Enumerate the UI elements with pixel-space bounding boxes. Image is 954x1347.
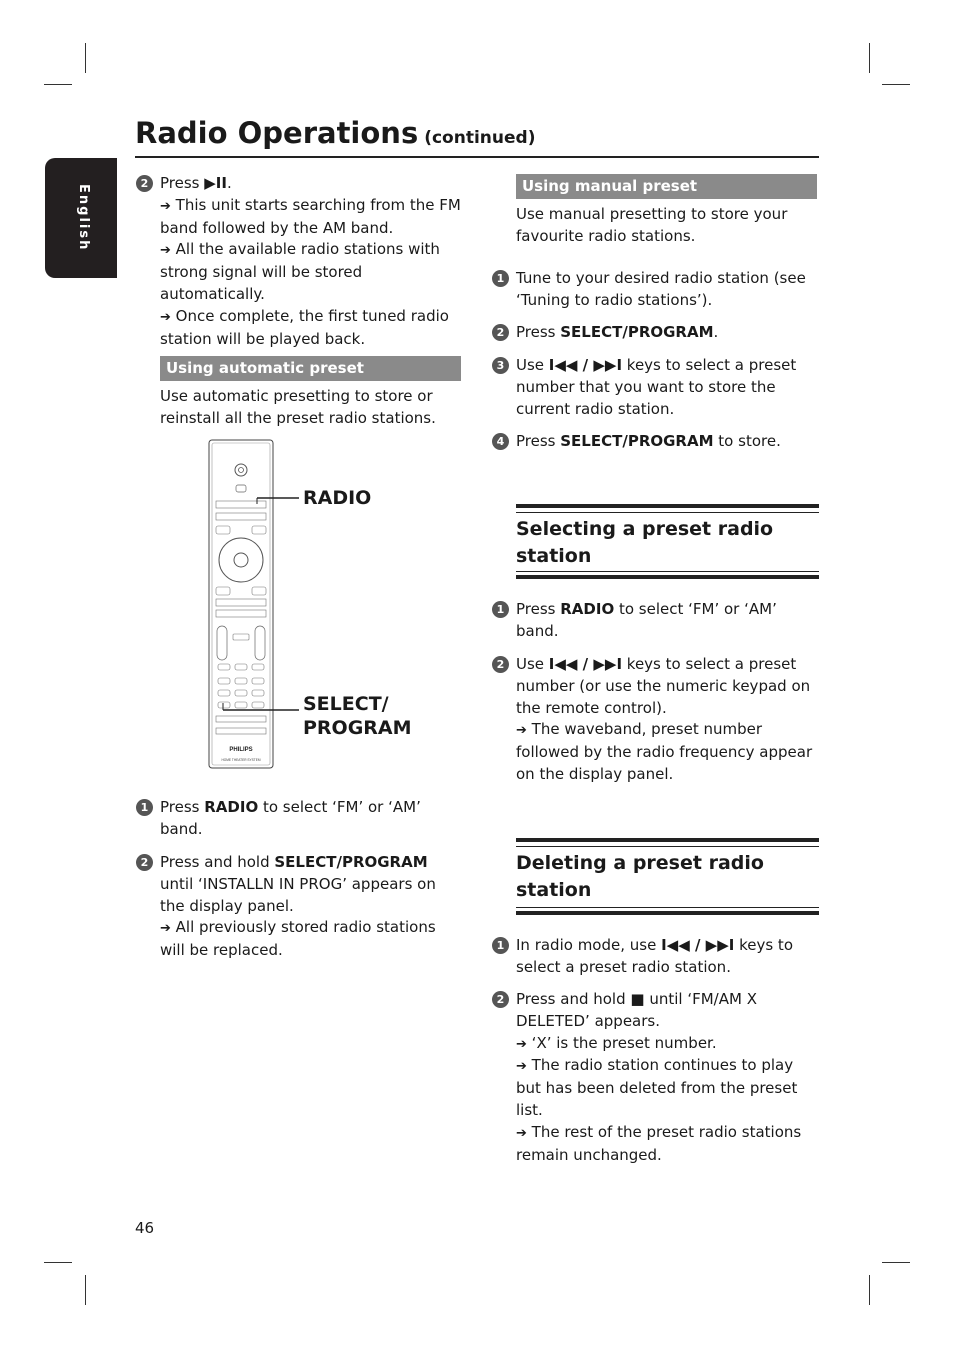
arrow-icon: ➔ (160, 921, 171, 937)
step-note: The rest of the preset radio stations remain unchanged. (516, 1122, 802, 1164)
step-text: Press (516, 432, 561, 450)
language-label: English (76, 184, 91, 252)
arrow-icon: ➔ (516, 1036, 527, 1052)
stop-icon: ■ (630, 990, 645, 1008)
heading-text: Selecting a preset radio station (516, 518, 774, 567)
step-text: until ‘FM/AM X DELETED’ appears. (516, 990, 757, 1030)
step-number: 4 (492, 433, 509, 450)
step-note: All previously stored radio stations will be replaced. (160, 918, 436, 960)
page-title (135, 116, 535, 150)
step-number: 1 (136, 799, 153, 816)
step-text: Press (160, 174, 205, 192)
step-number: 2 (136, 175, 153, 192)
manual-preset-intro: Use manual presetting to store your favourite radio stations. (516, 205, 788, 245)
step-text: to select ‘FM’ or ‘AM’ band. (516, 600, 777, 640)
step-text: to store. (713, 432, 781, 450)
page-header (135, 112, 819, 158)
step-number: 2 (492, 656, 509, 673)
step-text: Use (516, 655, 549, 673)
step-note: This unit starts searching from the FM band followed by the AM band. (160, 195, 461, 237)
step-text: Use (516, 356, 549, 374)
step-note: ‘X’ is the preset number. (526, 1033, 717, 1052)
arrow-icon: ➔ (516, 1125, 527, 1141)
section-heading-selecting (516, 504, 819, 580)
step-number: 1 (492, 270, 509, 287)
step-text: . (226, 174, 232, 192)
auto-preset-intro: Use automatic presetting to store or reinstall all the preset radio stations. (160, 387, 436, 427)
prev-next-icon: I◀◀ / ▶▶I (548, 655, 623, 673)
arrow-icon: ➔ (160, 309, 171, 325)
step-text: Press (516, 600, 561, 618)
remote-brand: PHILIPS (229, 747, 253, 753)
callout-radio: RADIO (303, 487, 372, 509)
step-text: In radio mode, use (516, 936, 662, 954)
crop-mark (44, 84, 72, 85)
step-key: RADIO (560, 600, 615, 618)
crop-mark (869, 1275, 870, 1305)
manual-step-1 (496, 268, 816, 312)
step-number: 3 (492, 357, 509, 374)
step-text: keys to select a preset number that you want to store the current radio station. (516, 356, 797, 418)
auto-preset-bar: Using automatic preset (160, 356, 461, 381)
heading-text: Deleting a preset radio station (516, 852, 764, 901)
title-text: Radio Operations (135, 116, 419, 150)
step-press-play (140, 173, 465, 350)
crop-mark (869, 43, 870, 73)
step-text: until ‘INSTALLN IN PROG’ appears on the display panel. (160, 874, 436, 915)
step-key: SELECT/PROGRAM (274, 853, 428, 871)
select-step-2 (496, 654, 816, 786)
select-step-1 (496, 599, 816, 643)
arrow-icon: ➔ (160, 198, 171, 214)
title-continued: (continued) (424, 128, 536, 148)
prev-next-icon: I◀◀ / ▶▶I (661, 936, 735, 954)
delete-step-1 (496, 935, 816, 979)
step-note: Once complete, the first tuned radio station will be played back. (160, 306, 449, 348)
remote-system: HOME THEATER SYSTEM (221, 758, 261, 762)
prev-next-icon: I◀◀ / ▶▶I (548, 356, 623, 374)
step-text: keys to select a preset number (or use the numeric keypad on the remote control). (516, 655, 811, 717)
crop-mark (44, 1262, 72, 1263)
step-number: 2 (492, 991, 509, 1008)
manual-preset-bar: Using manual preset (516, 174, 817, 199)
crop-mark (85, 43, 86, 73)
crop-mark (882, 1262, 910, 1263)
delete-step-2 (496, 989, 821, 1166)
step-text: Press (516, 323, 561, 341)
callout-select-line2: PROGRAM (303, 717, 412, 739)
manual-step-4 (496, 431, 816, 453)
auto-step-1 (140, 797, 455, 841)
step-text: Press and hold (516, 990, 631, 1008)
page-number: 46 (135, 1219, 155, 1237)
step-text: Press (160, 798, 205, 816)
callout-select-line1: SELECT/ (303, 693, 389, 715)
auto-step-2 (140, 852, 460, 962)
section-heading-deleting (516, 838, 819, 916)
callout-select-program (303, 692, 412, 740)
step-text: . (713, 323, 719, 341)
play-pause-icon: ▶II (204, 174, 227, 192)
step-key: SELECT/PROGRAM (560, 432, 714, 450)
step-number: 2 (136, 854, 153, 871)
step-text: keys to select a preset radio station. (516, 936, 793, 976)
crop-mark (882, 84, 910, 85)
step-key: SELECT/PROGRAM (560, 323, 714, 341)
step-text: to select ‘FM’ or ‘AM’ band. (160, 798, 421, 838)
arrow-icon: ➔ (516, 723, 527, 739)
step-number: 1 (492, 937, 509, 954)
manual-step-2 (496, 322, 816, 344)
language-tab (45, 158, 117, 278)
step-key: RADIO (204, 798, 259, 816)
step-note: All the available radio stations with strong signal will be stored automatically. (160, 240, 440, 303)
step-number: 2 (492, 324, 509, 341)
step-text: Tune to your desired radio station (see ‘Tuning to radio stations’). (516, 269, 806, 309)
remote-control-illustration (205, 438, 305, 772)
crop-mark (85, 1275, 86, 1305)
step-note: The waveband, preset number followed by the radio frequency appear on the display panel. (516, 720, 813, 783)
step-number: 1 (492, 601, 509, 618)
manual-step-3 (496, 355, 816, 420)
arrow-icon: ➔ (516, 1059, 527, 1075)
arrow-icon: ➔ (160, 243, 171, 259)
step-text: Press and hold (160, 853, 275, 871)
step-note: The radio station continues to play but has been deleted from the preset list. (516, 1056, 798, 1119)
